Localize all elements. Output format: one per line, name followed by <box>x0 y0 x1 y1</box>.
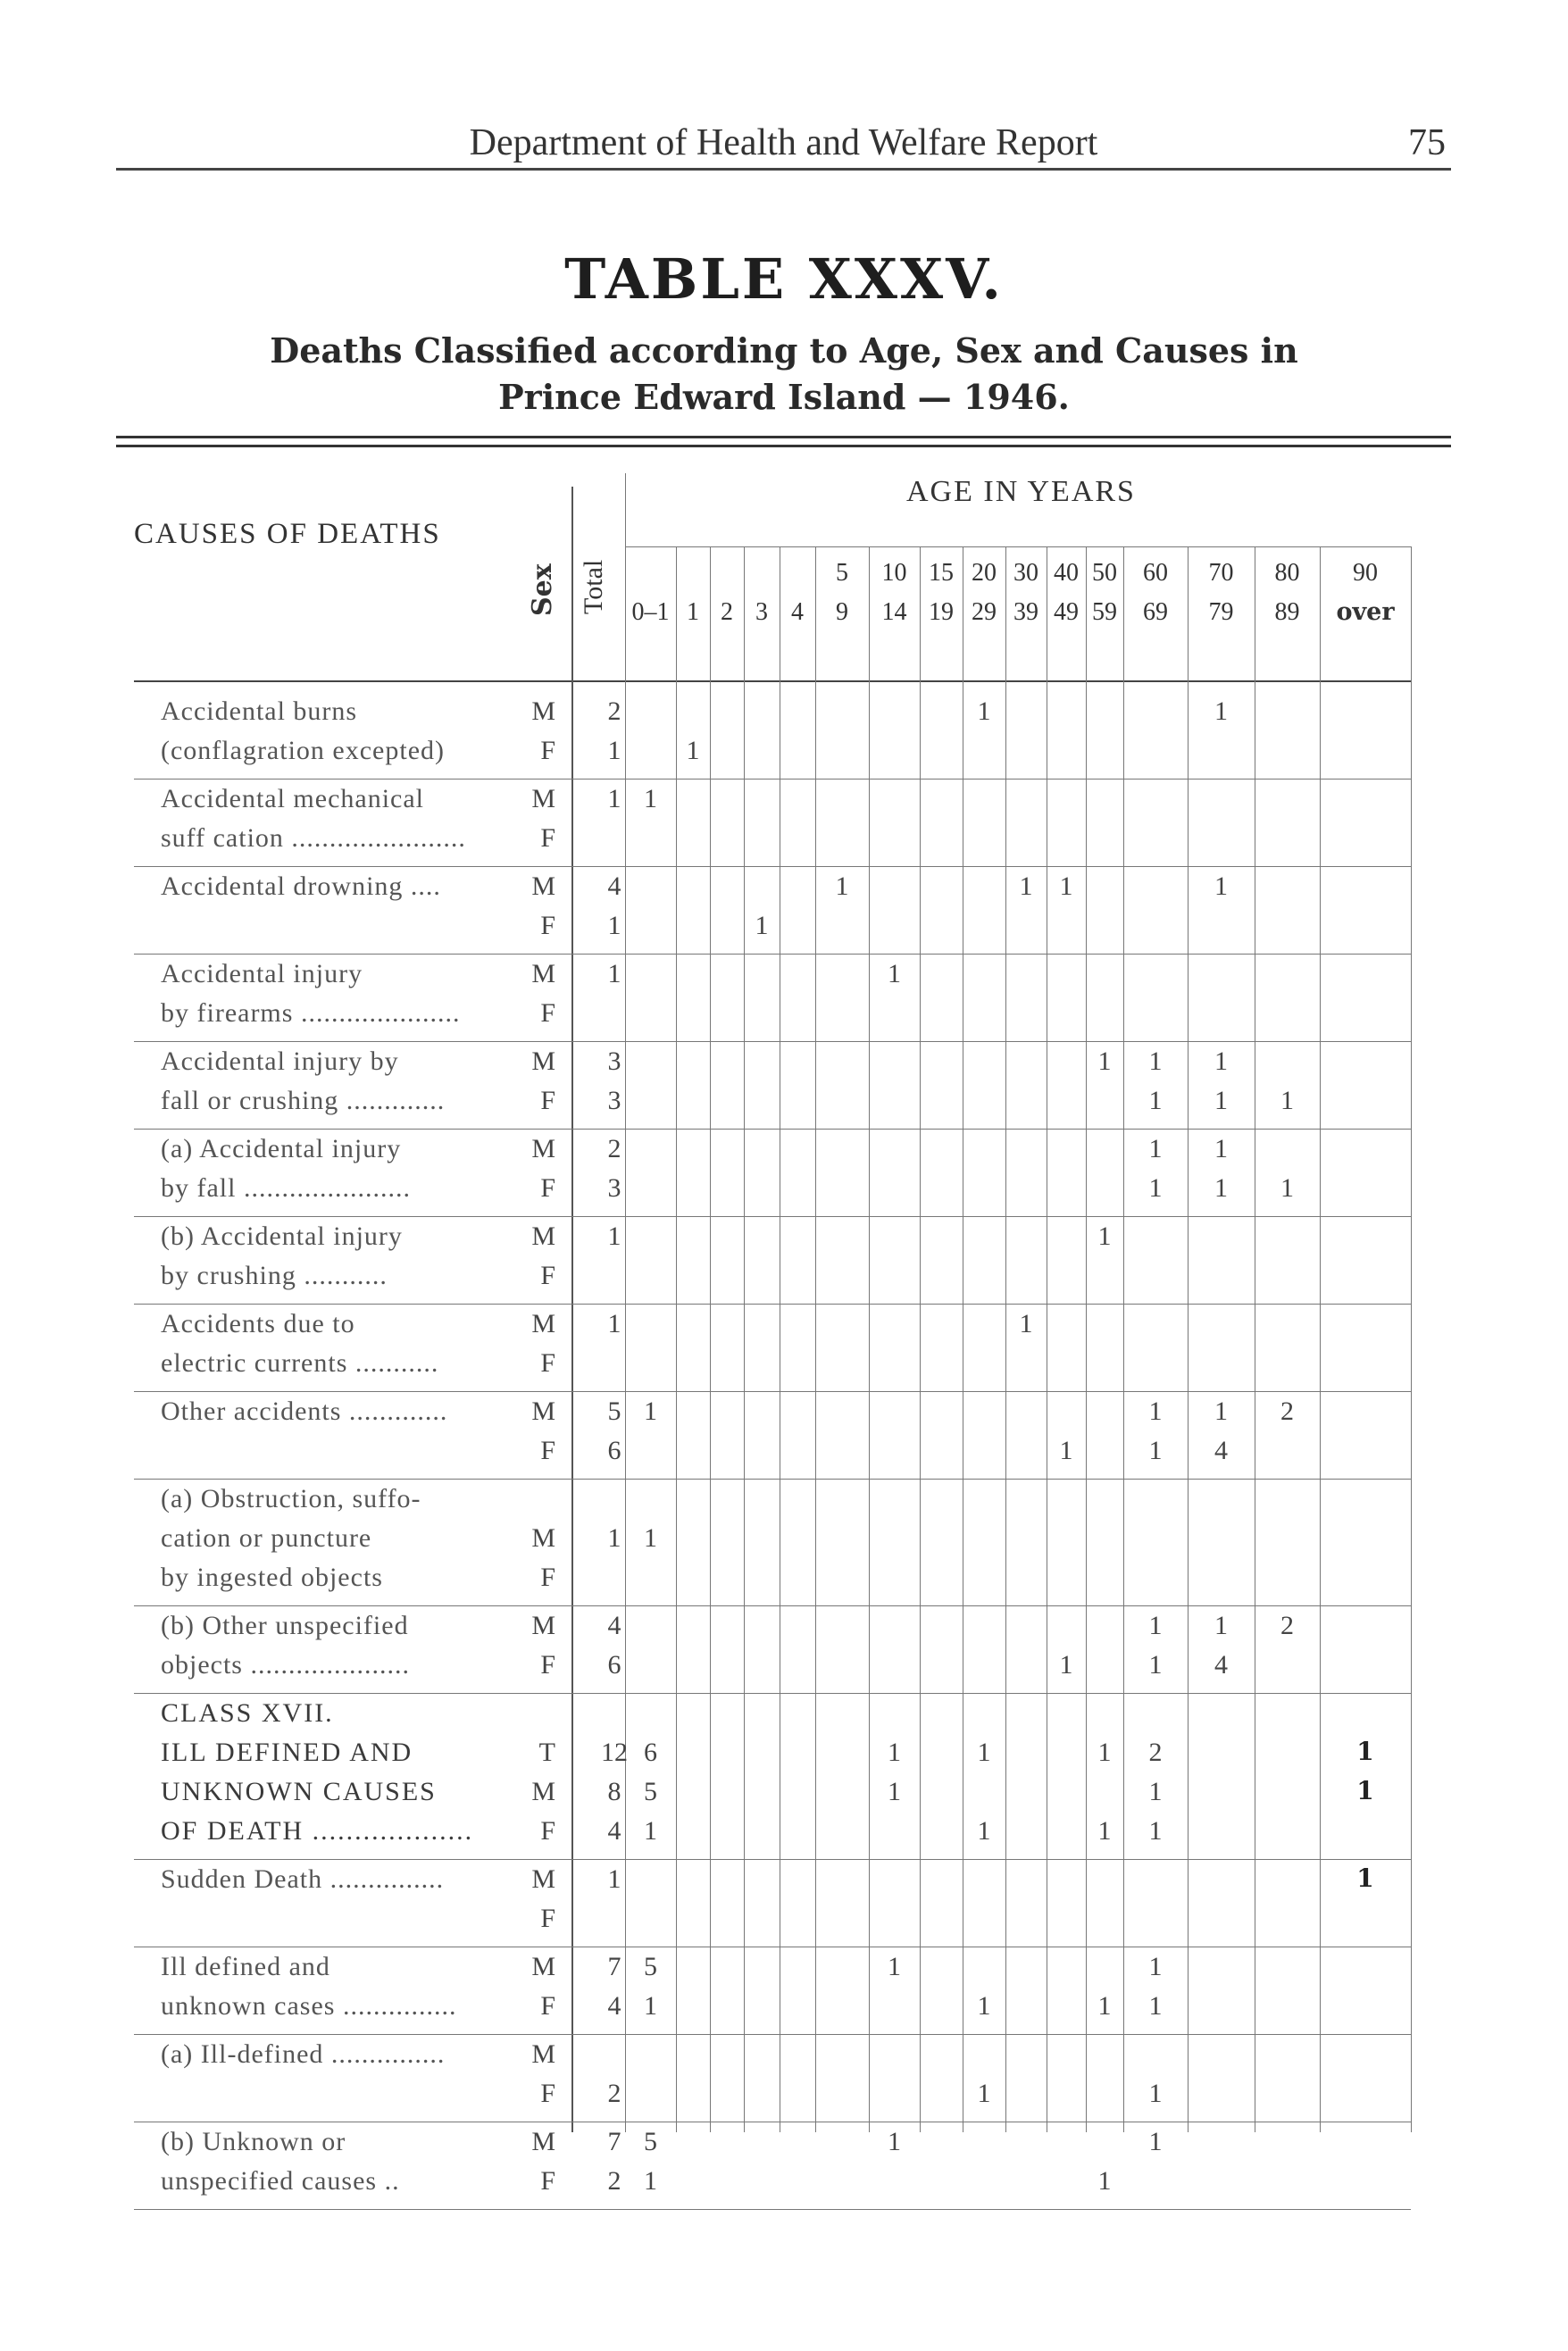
sex-cell: M <box>531 2127 555 2156</box>
total-header: Total <box>579 559 608 614</box>
age-cell: 1 <box>1097 1738 1112 1767</box>
total-cell: 1 <box>607 1864 621 1894</box>
sex-cell: M <box>531 1864 555 1894</box>
age-cell: 1 <box>835 871 849 901</box>
cause-label: fall or crushing ............. <box>161 1086 446 1115</box>
age-cell: 4 <box>1214 1650 1228 1680</box>
cause-label: Accidents due to <box>161 1309 355 1338</box>
age-cell: 1 <box>888 1952 901 1981</box>
total-cell: 7 <box>607 2127 621 2156</box>
sex-cell: M <box>531 1611 555 1640</box>
cause-label: ILL DEFINED AND <box>161 1738 413 1767</box>
total-cell: 4 <box>607 1991 621 2021</box>
age-cell: 2 <box>1280 1611 1294 1640</box>
sex-cell: F <box>540 1563 555 1592</box>
age-cell: 1 <box>644 2166 657 2196</box>
age-cell: 1 <box>1059 1436 1073 1465</box>
age-cell: 1 <box>1148 2127 1163 2156</box>
age-cell: 1 <box>1214 1134 1228 1163</box>
row-separator-rule <box>134 1479 1411 1480</box>
age-cell: 1 <box>977 1816 991 1846</box>
cause-label: by fall ...................... <box>161 1173 411 1203</box>
age-cell: 1 <box>644 1523 657 1553</box>
age-band-label-bottom: 39 <box>1013 598 1038 626</box>
age-cell: 1 <box>1148 1173 1163 1203</box>
column-divider <box>1188 546 1189 2132</box>
age-band-label-bottom: 59 <box>1092 598 1117 626</box>
column-divider <box>1411 546 1412 2132</box>
cause-label: Accidental injury by <box>161 1046 399 1076</box>
sex-cell: F <box>540 736 555 765</box>
table-subtitle-line-1: Deaths Classified according to Age, Sex and Causes in <box>270 330 1298 371</box>
age-band-label-bottom: 19 <box>929 598 954 626</box>
age-cell: 1 <box>1214 871 1228 901</box>
table-subtitle-line-2: Prince Edward Island — 1946. <box>498 377 1070 417</box>
age-band-label-bottom: 0–1 <box>631 598 670 626</box>
cause-label: suff cation ....................... <box>161 823 466 853</box>
age-cell: 1 <box>1019 1309 1033 1338</box>
column-divider <box>869 546 870 2132</box>
age-cell: 1 <box>1148 1086 1163 1115</box>
age-cell: 6 <box>644 1738 657 1767</box>
column-divider <box>1086 546 1087 2132</box>
age-cell: 1 <box>1148 1396 1163 1426</box>
column-divider <box>1005 546 1006 2132</box>
total-cell: 2 <box>607 1134 621 1163</box>
row-separator-rule <box>134 1859 1411 1860</box>
sex-cell: F <box>540 2166 555 2196</box>
age-cell: 1 <box>1214 1046 1228 1076</box>
cause-label: OF DEATH ................... <box>161 1816 474 1846</box>
running-head <box>116 114 1451 171</box>
cause-label: (b) Accidental injury <box>161 1221 403 1251</box>
age-cell: 1 <box>755 911 769 940</box>
age-cell: 5 <box>644 2127 657 2156</box>
age-cell: 1 <box>888 2127 901 2156</box>
running-head-title: Department of Health and Welfare Report <box>469 122 1098 163</box>
age-cell: 1 <box>1356 1776 1374 1805</box>
age-cell: 1 <box>1097 1816 1112 1846</box>
age-band-label-top: 50 <box>1092 559 1117 587</box>
total-cell: 3 <box>607 1086 621 1115</box>
sex-cell: M <box>531 2039 555 2069</box>
row-separator-rule <box>134 866 1411 867</box>
sex-header: Sex <box>527 563 558 616</box>
cause-label: Ill defined and <box>161 1952 330 1981</box>
sex-cell: M <box>531 784 555 813</box>
total-cell: 4 <box>607 1611 621 1640</box>
sex-cell: F <box>540 1173 555 1203</box>
sex-cell: F <box>540 1086 555 1115</box>
age-cell: 1 <box>977 1738 991 1767</box>
age-cell: 1 <box>1214 1611 1228 1640</box>
age-band-label-bottom: 1 <box>687 598 699 626</box>
cause-label: Accidental mechanical <box>161 784 425 813</box>
column-divider <box>920 546 921 2132</box>
total-cell: 1 <box>607 1523 621 1553</box>
age-cell: 1 <box>888 1738 901 1767</box>
column-divider <box>1123 546 1124 2132</box>
total-cell: 4 <box>607 871 621 901</box>
age-cell: 1 <box>1148 1046 1163 1076</box>
age-in-years-header: AGE IN YEARS <box>906 475 1136 508</box>
sex-cell: M <box>531 1221 555 1251</box>
age-band-label-top: 80 <box>1274 559 1300 587</box>
cause-label: cation or puncture <box>161 1523 372 1553</box>
cause-label: electric currents ........... <box>161 1348 439 1378</box>
age-band-label-bottom: 2 <box>721 598 733 626</box>
age-band-label-bottom: 79 <box>1208 598 1234 626</box>
age-cell: 1 <box>1097 2166 1112 2196</box>
age-cell: 1 <box>1356 1863 1374 1893</box>
cause-label: (conflagration excepted) <box>161 736 446 765</box>
sex-cell: M <box>531 1046 555 1076</box>
age-cell: 1 <box>1097 1221 1112 1251</box>
cause-label: unspecified causes .. <box>161 2166 400 2196</box>
age-cell: 1 <box>1148 1991 1163 2021</box>
sex-cell: F <box>540 1991 555 2021</box>
total-cell: 1 <box>607 959 621 988</box>
age-band-label-bottom: 14 <box>881 598 907 626</box>
cause-label: Other accidents ............. <box>161 1396 448 1426</box>
cause-label: by firearms ..................... <box>161 998 461 1028</box>
top-double-rule <box>116 436 1451 438</box>
age-cell: 1 <box>1059 871 1073 901</box>
sex-cell: M <box>531 1134 555 1163</box>
age-cell: 1 <box>1214 1086 1228 1115</box>
total-cell: 1 <box>607 1309 621 1338</box>
total-cell: 5 <box>607 1396 621 1426</box>
total-cell: 1 <box>607 1221 621 1251</box>
total-cell: 1 <box>607 911 621 940</box>
total-cell: 7 <box>607 1952 621 1981</box>
column-divider <box>676 546 677 2132</box>
age-cell: 2 <box>1280 1396 1294 1426</box>
total-cell: 6 <box>607 1650 621 1680</box>
header-bottom-rule <box>134 680 1411 682</box>
sex-cell: F <box>540 998 555 1028</box>
cause-label: UNKNOWN CAUSES <box>161 1777 437 1806</box>
age-cell: 1 <box>1059 1650 1073 1680</box>
total-cell: 3 <box>607 1173 621 1203</box>
column-divider <box>1320 546 1321 2132</box>
row-separator-rule <box>134 2034 1411 2035</box>
age-band-label-top: 60 <box>1143 559 1168 587</box>
age-cell: 1 <box>1148 1134 1163 1163</box>
age-band-label-top: 40 <box>1054 559 1079 587</box>
cause-label: Accidental injury <box>161 959 363 988</box>
cause-label: (b) Other unspecified <box>161 1611 409 1640</box>
cause-label: (a) Ill-defined ............... <box>161 2039 446 2069</box>
age-cell: 1 <box>644 1991 657 2021</box>
age-cell: 1 <box>1214 1396 1228 1426</box>
age-cell: 1 <box>644 1816 657 1846</box>
age-cell: 1 <box>1097 1046 1112 1076</box>
sex-cell: M <box>531 1777 555 1806</box>
sex-cell: F <box>540 1816 555 1846</box>
total-cell: 2 <box>607 2166 621 2196</box>
top-double-rule-lower <box>116 445 1451 447</box>
sex-cell: F <box>540 1348 555 1378</box>
age-cell: 1 <box>888 959 901 988</box>
total-cell: 12 <box>601 1738 628 1767</box>
row-separator-rule <box>134 1304 1411 1305</box>
age-band-label-bottom: 3 <box>755 598 768 626</box>
age-band-label-bottom: over <box>1336 598 1395 626</box>
age-band-label-bottom: 69 <box>1143 598 1168 626</box>
cause-label: Sudden Death ............... <box>161 1864 445 1894</box>
age-cell: 1 <box>644 784 657 813</box>
column-divider <box>815 546 816 2132</box>
age-cell: 1 <box>1019 871 1033 901</box>
age-cell: 1 <box>686 736 700 765</box>
cause-label: objects ..................... <box>161 1650 410 1680</box>
cause-label: (a) Accidental injury <box>161 1134 402 1163</box>
sex-cell: F <box>540 911 555 940</box>
age-cell: 1 <box>644 1396 657 1426</box>
total-cell: 2 <box>607 696 621 726</box>
row-separator-rule <box>134 2209 1411 2210</box>
sex-cell: M <box>531 1523 555 1553</box>
row-separator-rule <box>134 1129 1411 1130</box>
age-band-label-top: 20 <box>972 559 997 587</box>
age-cell: 1 <box>1148 1650 1163 1680</box>
sex-cell: M <box>531 1396 555 1426</box>
row-separator-rule <box>134 1693 1411 1694</box>
age-band-label-top: 5 <box>836 559 848 587</box>
sex-cell: F <box>540 1436 555 1465</box>
cause-label: by ingested objects <box>161 1563 383 1592</box>
age-band-label-bottom: 29 <box>972 598 997 626</box>
sex-cell: M <box>531 696 555 726</box>
age-cell: 1 <box>1214 1173 1228 1203</box>
cause-label: by crushing ........... <box>161 1261 388 1290</box>
age-cell: 2 <box>1148 1738 1163 1767</box>
age-cell: 1 <box>888 1777 901 1806</box>
age-band-label-top: 70 <box>1208 559 1234 587</box>
cause-label: Accidental drowning .... <box>161 871 441 901</box>
age-cell: 1 <box>977 1991 991 2021</box>
age-cell: 1 <box>1148 2079 1163 2108</box>
cause-label: unknown cases ............... <box>161 1991 457 2021</box>
column-divider <box>710 546 711 2132</box>
row-separator-rule <box>134 954 1411 955</box>
sex-cell: F <box>540 1261 555 1290</box>
sex-cell: F <box>540 1650 555 1680</box>
age-cell: 1 <box>977 2079 991 2108</box>
age-cell: 1 <box>977 696 991 726</box>
age-band-label-top: 90 <box>1353 559 1378 587</box>
age-cell: 1 <box>1148 1777 1163 1806</box>
sex-cell: M <box>531 871 555 901</box>
total-cell: 1 <box>607 736 621 765</box>
age-cell: 1 <box>1148 1611 1163 1640</box>
row-separator-rule <box>134 1605 1411 1606</box>
age-cell: 5 <box>644 1952 657 1981</box>
cause-label: (a) Obstruction, suffo- <box>161 1484 421 1513</box>
sex-cell: F <box>540 1904 555 1933</box>
age-cell: 1 <box>1214 696 1228 726</box>
age-band-label-bottom: 89 <box>1274 598 1300 626</box>
age-cell: 1 <box>1356 1737 1374 1766</box>
age-cell: 1 <box>1097 1991 1112 2021</box>
age-band-label-bottom: 9 <box>836 598 848 626</box>
total-cell: 2 <box>607 2079 621 2108</box>
sex-cell: T <box>538 1738 555 1767</box>
page-number: 75 <box>1408 122 1446 163</box>
age-cell: 1 <box>1148 1952 1163 1981</box>
total-cell: 8 <box>607 1777 621 1806</box>
column-divider <box>744 546 745 2132</box>
row-separator-rule <box>134 1041 1411 1042</box>
column-divider <box>571 487 573 2132</box>
age-band-label-top: 15 <box>929 559 954 587</box>
total-cell: 6 <box>607 1436 621 1465</box>
age-cell: 1 <box>1148 1816 1163 1846</box>
age-band-label-top: 30 <box>1013 559 1038 587</box>
row-separator-rule <box>134 1391 1411 1392</box>
age-header-rule <box>625 546 1411 547</box>
age-band-label-bottom: 4 <box>791 598 804 626</box>
causes-header: CAUSES OF DEATHS <box>134 518 441 550</box>
total-cell: 4 <box>607 1816 621 1846</box>
age-cell: 4 <box>1214 1436 1228 1465</box>
age-cell: 1 <box>1280 1086 1294 1115</box>
row-separator-rule <box>134 1216 1411 1217</box>
sex-cell: M <box>531 1309 555 1338</box>
total-cell: 1 <box>607 784 621 813</box>
sex-cell: F <box>540 2079 555 2108</box>
sex-cell: M <box>531 1952 555 1981</box>
table-title: TABLE XXXV. <box>564 246 1004 312</box>
age-cell: 5 <box>644 1777 657 1806</box>
age-cell: 1 <box>1148 1436 1163 1465</box>
total-cell: 3 <box>607 1046 621 1076</box>
age-band-label-top: 10 <box>881 559 907 587</box>
age-cell: 1 <box>1280 1173 1294 1203</box>
sex-cell: M <box>531 959 555 988</box>
age-band-label-bottom: 49 <box>1054 598 1079 626</box>
cause-label: CLASS XVII. <box>161 1698 334 1728</box>
sex-cell: F <box>540 823 555 853</box>
cause-label: (b) Unknown or <box>161 2127 346 2156</box>
cause-label: Accidental burns <box>161 696 358 726</box>
